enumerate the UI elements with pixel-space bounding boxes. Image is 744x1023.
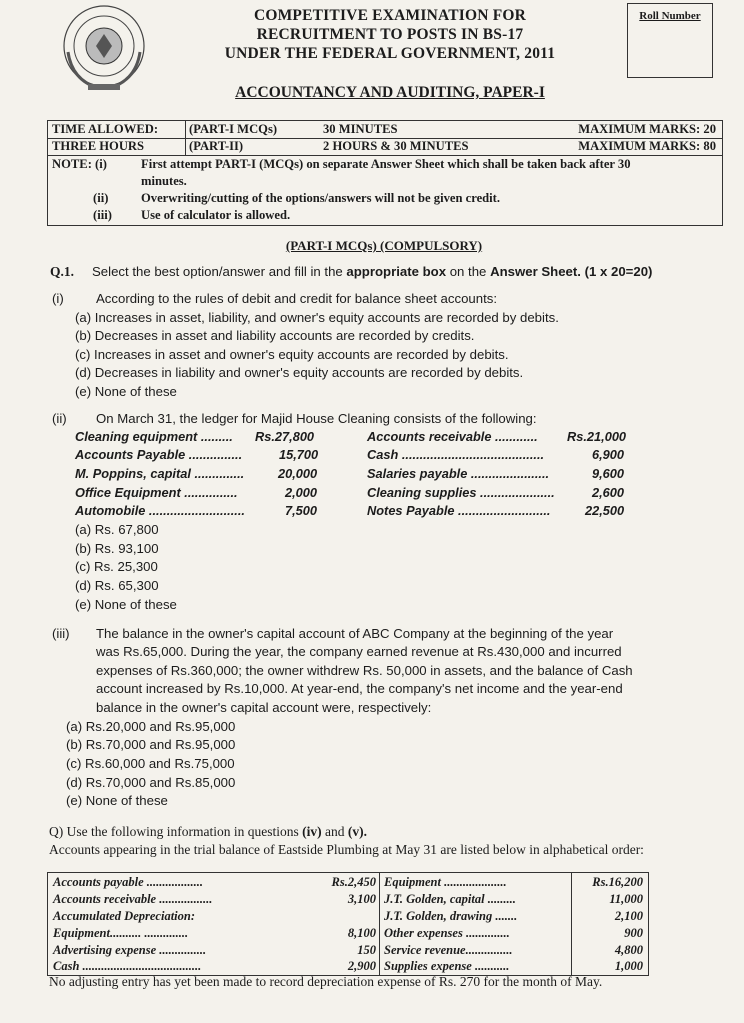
part1-time: 30 MINUTES [323, 122, 398, 136]
qiii-option-b: (b) Rs.70,000 and Rs.95,000 [66, 737, 236, 752]
table-cell: Rs.16,200 [592, 875, 643, 889]
q1-text-e: (1 x 20=20) [580, 264, 653, 279]
ledger-account-amount: 7,500 [285, 503, 318, 518]
note-iii-num: (iii) [93, 208, 112, 222]
table-cell: J.T. Golden, drawing ....... [384, 909, 518, 923]
ledger-account-name: Office Equipment ............... [75, 485, 238, 500]
table-cell: Service revenue............... [384, 943, 513, 957]
ledger-account-name: Cleaning equipment ......... [75, 429, 233, 444]
q1-number: Q.1. [50, 264, 75, 279]
q1-text-d: Answer Sheet. [490, 264, 581, 279]
roll-number-box[interactable] [627, 3, 713, 78]
table-row [48, 958, 648, 975]
qiii-number: (iii) [52, 626, 70, 641]
qi-number: (i) [52, 291, 64, 306]
ledger-account-name: Cash ........................................ [367, 447, 545, 462]
note-iii-text: Use of calculator is allowed. [141, 208, 291, 222]
qi-option-c: (c) Increases in asset and owner's equity accounts are recorded by debits. [75, 347, 509, 362]
table-cell: 11,000 [609, 892, 643, 906]
qii-stem: On March 31, the ledger for Majid House Cleaning consists of the following: [96, 411, 537, 426]
qiii-option-d: (d) Rs.70,000 and Rs.85,000 [66, 775, 236, 790]
part2-time: 2 HOURS & 30 MINUTES [323, 139, 469, 153]
ledger-account-name: Accounts Payable ............... [75, 447, 243, 462]
qiii-line-3: expenses of Rs.360,000; the owner withdrew Rs. 50,000 in assets, and the balance of Cash [96, 663, 633, 678]
qii-option-a: (a) Rs. 67,800 [75, 522, 159, 537]
note-ii-text: Overwriting/cutting of the options/answers will not be given credit. [141, 191, 501, 205]
table-cell: Equipment.......... .............. [53, 926, 189, 940]
ledger-account-amount: 22,500 [585, 503, 625, 518]
qiv-intro-a: Q) Use the following information in questions [49, 824, 303, 839]
qiii-option-a: (a) Rs.20,000 and Rs.95,000 [66, 719, 236, 734]
ledger-account-amount: Rs.27,800 [255, 429, 315, 444]
fpsc-seal-icon [58, 2, 150, 94]
paper-title: ACCOUNTANCY AND AUDITING, PAPER-I [235, 84, 545, 101]
qi-option-d: (d) Decreases in liability and owner's equity accounts are recorded by debits. [75, 365, 524, 380]
table-cell: Cash ...................................... [53, 959, 202, 973]
table-cell: Equipment .................... [384, 875, 507, 889]
qii-option-d: (d) Rs. 65,300 [75, 578, 159, 593]
qi-option-e: (e) None of these [75, 384, 177, 399]
qii-option-b: (b) Rs. 93,100 [75, 541, 159, 556]
table-cell: J.T. Golden, capital ......... [384, 892, 516, 906]
part2-marks: MAXIMUM MARKS: 80 [578, 139, 716, 153]
table-cell: 2,900 [347, 959, 376, 973]
table-cell: 8,100 [347, 926, 376, 940]
ledger-account-name: Accounts receivable ............ [367, 429, 538, 444]
qi-stem: According to the rules of debit and credit for balance sheet accounts: [96, 291, 497, 306]
header-line-1: COMPETITIVE EXAMINATION FOR [253, 7, 527, 24]
table-row [48, 942, 648, 959]
table-cell: Accumulated Depreciation: [53, 909, 195, 923]
qiv-intro-d: (v). [347, 824, 367, 839]
time-allowed-label: TIME ALLOWED: [52, 122, 159, 136]
table-cell: 4,800 [614, 943, 643, 957]
q1-text-a: Select the best option/answer and fill in the [92, 264, 347, 279]
qiv-intro-b: (iv) [302, 824, 322, 839]
qiii-option-c: (c) Rs.60,000 and Rs.75,000 [66, 756, 235, 771]
ledger-account-amount: 2,600 [592, 485, 625, 500]
table-row [48, 874, 648, 891]
q1-instruction [50, 263, 652, 281]
ledger-account-amount: 2,000 [285, 485, 318, 500]
table-cell: Accounts receivable ................. [53, 892, 213, 906]
table-row [48, 925, 648, 942]
qiii-line-4: account increased by Rs.10,000. At year-end, the company's net income and the year-end [96, 681, 623, 696]
note-ii-num: (ii) [93, 191, 109, 205]
trial-balance-note: No adjusting entry has yet been made to record depreciation expense of Rs. 270 for the month of May. [49, 974, 603, 989]
note-label: NOTE: (i) [52, 157, 107, 171]
table-cell: Advertising expense ............... [53, 943, 207, 957]
table-cell: Supplies expense ........... [384, 959, 510, 973]
qi-option-b: (b) Decreases in asset and liability accounts are recorded by credits. [75, 328, 475, 343]
qiii-line-5: balance in the owner's capital account were, respectively: [96, 700, 432, 715]
ledger-account-name: M. Poppins, capital .............. [75, 466, 245, 481]
table-cell: Rs.2,450 [331, 875, 376, 889]
ledger-account-amount: 6,900 [592, 447, 625, 462]
part1-label: (PART-I MCQs) [189, 122, 278, 136]
ledger-account-amount: 9,600 [592, 466, 625, 481]
trial-balance-table [47, 872, 649, 976]
table-cell: 150 [357, 943, 376, 957]
qiii-line-1: The balance in the owner's capital account of ABC Company at the beginning of the year [96, 626, 614, 641]
qii-option-e: (e) None of these [75, 597, 177, 612]
roll-number-label: Roll Number [639, 10, 701, 22]
header-line-2: RECRUITMENT TO POSTS IN BS-17 [256, 26, 524, 43]
table-cell: 900 [624, 926, 643, 940]
table-row [48, 908, 648, 925]
header-line-3: UNDER THE FEDERAL GOVERNMENT, 2011 [224, 45, 556, 62]
ledger-account-amount: 15,700 [279, 447, 319, 462]
exam-header [160, 6, 620, 63]
ledger-account-name: Salaries payable ...................... [367, 466, 550, 481]
qiv-intro [49, 823, 367, 841]
table-cell: 1,000 [614, 959, 643, 973]
ledger-account-name: Notes Payable .......................... [367, 503, 551, 518]
three-hours-label: THREE HOURS [52, 139, 145, 153]
table-cell: Other expenses .............. [384, 926, 510, 940]
ledger-account-amount: Rs.21,000 [567, 429, 627, 444]
part2-label: (PART-II) [189, 139, 244, 153]
ledger-account-name: Cleaning supplies ..................... [367, 485, 555, 500]
qiv-intro-line-2: Accounts appearing in the trial balance of Eastside Plumbing at May 31 are listed below in alphabetical order: [49, 842, 644, 857]
table-cell: 2,100 [614, 909, 643, 923]
qiii-line-2: was Rs.65,000. During the year, the company earned revenue at Rs.430,000 and incurred [96, 644, 622, 659]
qii-number: (ii) [52, 411, 67, 426]
qiii-option-e: (e) None of these [66, 793, 168, 808]
table-cell: Accounts payable .................. [53, 875, 203, 889]
q1-text-c: on the [446, 264, 491, 279]
ledger-account-amount: 20,000 [278, 466, 318, 481]
table-row [48, 891, 648, 908]
exam-info-box [47, 120, 723, 226]
note-i-text: First attempt PART-I (MCQs) on separate Answer Sheet which shall be taken back after 30 [141, 157, 631, 171]
note-i-text-cont: minutes. [141, 174, 187, 188]
table-cell: 3,100 [347, 892, 376, 906]
q1-text-b: appropriate box [346, 264, 447, 279]
qiv-intro-c: and [321, 824, 348, 839]
qi-option-a: (a) Increases in asset, liability, and owner's equity accounts are recorded by debits. [75, 310, 559, 325]
ledger-account-name: Automobile ........................... [75, 503, 245, 518]
section-title: (PART-I MCQs) (COMPULSORY) [285, 238, 483, 253]
part1-marks: MAXIMUM MARKS: 20 [578, 122, 716, 136]
qii-option-c: (c) Rs. 25,300 [75, 559, 158, 574]
